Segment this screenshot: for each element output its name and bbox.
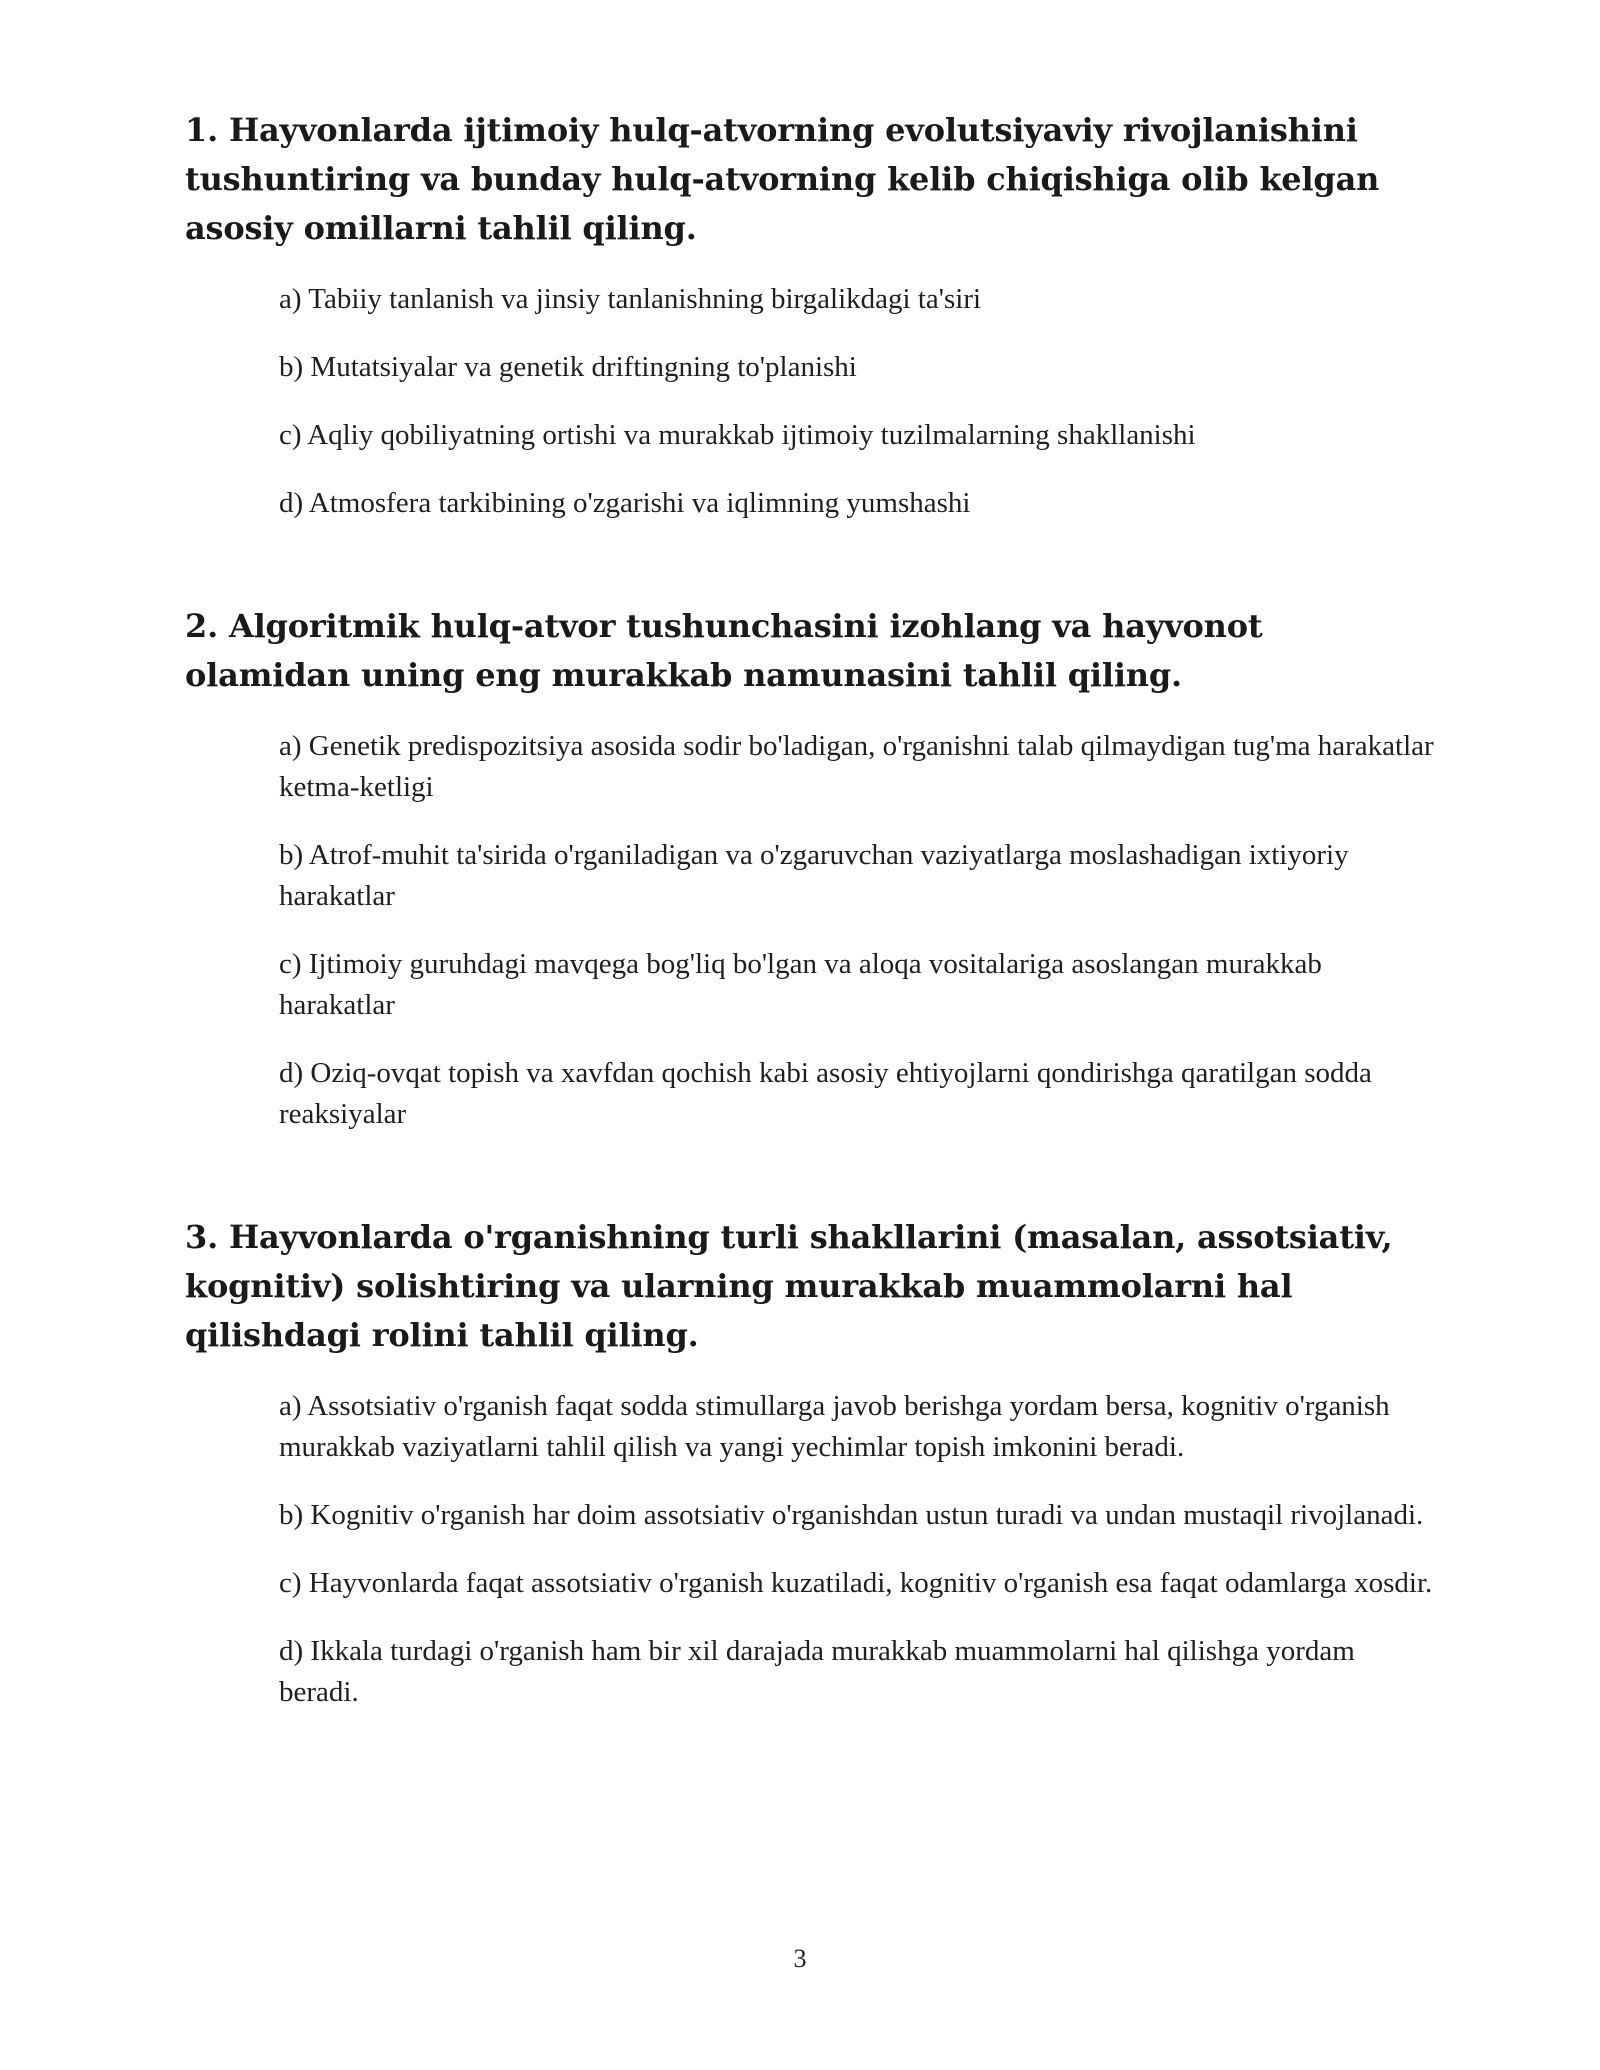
answer-options [185,279,1435,524]
answer-option-b: b) Atrof-muhit ta'sirida o'rganiladigan va o'zgaruvchan vaziyatlarga moslashadigan ixtiyoriy harakatlar [279,839,1349,912]
answer-option-a: a) Assotsiativ o'rganish faqat sodda stimullarga javob berishga yordam bersa, kognitiv o'rganish murakkab vaziyatlarni tahlil qilish va yangi yechimlar topish imkonini beradi. [279,1390,1390,1463]
page-content [185,106,1435,1791]
question-title: 1. Hayvonlarda ijtimoiy hulq-atvorning evolutsiyaviy rivojlanishini tushuntiring va bunday hulq-atvorning kelib chiqishiga olib kelgan asosiy omillarni tahlil qiling. [185,111,1380,247]
question-2 [185,602,1435,1135]
question-title: 3. Hayvonlarda o'rganishning turli shakllarini (masalan, assotsiativ, kognitiv) solishtiring va ularning murakkab muammolarni hal qilishdagi rolini tahlil qiling. [185,1218,1393,1354]
answer-options [185,1386,1435,1713]
page-number: 3 [793,1944,807,1973]
answer-option-b: b) Mutatsiyalar va genetik driftingning to'planishi [279,351,857,383]
answer-options [185,726,1435,1135]
answer-option-c: c) Aqliy qobiliyatning ortishi va murakkab ijtimoiy tuzilmalarning shakllanishi [279,419,1196,451]
answer-option-d: d) Atmosfera tarkibining o'zgarishi va iqlimning yumshashi [279,487,971,519]
answer-option-c: c) Ijtimoiy guruhdagi mavqega bog'liq bo'lgan va aloqa vositalariga asoslangan murakkab harakatlar [279,948,1322,1021]
answer-option-a: a) Genetik predispozitsiya asosida sodir bo'ladigan, o'rganishni talab qilmaydigan tug'ma harakatlar ketma-ketligi [279,730,1434,803]
question-title: 2. Algoritmik hulq-atvor tushunchasini izohlang va hayvonot olamidan uning eng murakkab namunasini tahlil qiling. [185,607,1263,694]
answer-option-a: a) Tabiiy tanlanish va jinsiy tanlanishning birgalikdagi ta'siri [279,283,982,315]
answer-option-b: b) Kognitiv o'rganish har doim assotsiativ o'rganishdan ustun turadi va undan mustaqil rivojlanadi. [279,1499,1424,1531]
answer-option-c: c) Hayvonlarda faqat assotsiativ o'rganish kuzatiladi, kognitiv o'rganish esa faqat odamlarga xosdir. [279,1567,1433,1599]
question-1 [185,106,1435,524]
answer-option-d: d) Ikkala turdagi o'rganish ham bir xil darajada murakkab muammolarni hal qilishga yordam beradi. [279,1635,1355,1708]
question-3 [185,1213,1435,1713]
answer-option-d: d) Oziq-ovqat topish va xavfdan qochish kabi asosiy ehtiyojlarni qondirishga qaratilgan sodda reaksiyalar [279,1057,1372,1130]
